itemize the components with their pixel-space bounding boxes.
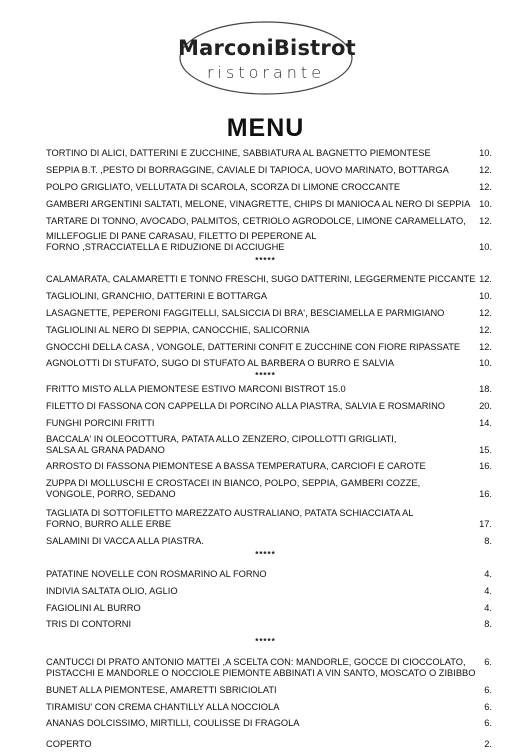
menu-item [46, 583, 492, 596]
menu-item-price: 12. [479, 181, 492, 192]
menu-item-name: SEPPIA B.T. ,PESTO DI BORRAGGINE, CAVIALE DI TAPIOCA, UOVO MARINATO, BOTTARGA [46, 164, 449, 175]
menu-item-name: TAGLIOLINI, GRANCHIO, DATTERINI E BOTTARGA [46, 290, 268, 301]
logo-name: MarconiBistrot [178, 36, 356, 60]
menu-item [46, 228, 492, 252]
section-separator: ***** [255, 256, 276, 265]
menu-item-price: 10. [479, 241, 492, 252]
restaurant-logo [178, 20, 354, 96]
menu-item [46, 736, 492, 749]
menu-item-name: LASAGNETTE, PEPERONI FAGGITELLI, SALSICCIA DI BRA', BESCIAMELLA E PARMIGIANO [46, 307, 445, 318]
section-separator: ***** [255, 550, 276, 559]
menu-item-price: 6. [484, 701, 492, 712]
menu-item [46, 682, 492, 695]
menu-item-name: TORTINO DI ALICI, DATTERINI E ZUCCHINE, SABBIATURA AL BAGNETTO PIEMONTESE [46, 147, 431, 158]
menu-item-price: 4. [484, 602, 492, 613]
menu-title: MENU [226, 114, 305, 142]
menu-item-price: 14. [479, 417, 492, 428]
menu-item-price: 4. [484, 585, 492, 596]
menu-item-name: GNOCCHI DELLA CASA , VONGOLE, DATTERINI CONFIT E ZUCCHINE CON FIORE RIPASSATE [46, 341, 461, 352]
menu-item-price: 6. [484, 684, 492, 695]
logo-subtitle: ristorante [206, 63, 326, 82]
menu-item-price: 12. [479, 341, 492, 352]
menu-item [46, 616, 492, 629]
menu-item [46, 271, 492, 284]
menu-item [46, 533, 492, 546]
menu-item [46, 715, 492, 728]
menu-item-price: 17. [479, 518, 492, 529]
menu-item [46, 381, 492, 394]
menu-item-name: TIRAMISU' CON CREMA CHANTILLY ALLA NOCCIOLA [46, 701, 280, 712]
menu-item [46, 431, 492, 455]
menu-item-name: BUNET ALLA PIEMONTESE, AMARETTI SBRICIOLATI [46, 684, 277, 695]
menu-item [46, 179, 492, 192]
menu-item-name: FUNGHI PORCINI FRITTI [46, 417, 155, 428]
menu-item-name: FAGIOLINI AL BURRO [46, 602, 141, 613]
menu-item-price: 15. [479, 444, 492, 455]
menu-item-price: 10. [479, 147, 492, 158]
menu-item-price: 12. [479, 307, 492, 318]
menu-item-price: 4. [484, 568, 492, 579]
menu-item-name: FRITTO MISTO ALLA PIEMONTESE ESTIVO MARCONI BISTROT 15.0 [46, 383, 346, 394]
menu-item-price: 16. [479, 460, 492, 471]
menu-item-name: INDIVIA SALTATA OLIO, AGLIO [46, 585, 178, 596]
menu-item [46, 196, 492, 209]
menu-item [46, 162, 492, 175]
menu-item-price: 16. [479, 488, 492, 499]
menu-item [46, 654, 492, 678]
menu-item-name: TAGLIATA DI SOTTOFILETTO MAREZZATO AUSTRALIANO, PATATA SCHIACCIATA AL FORNO, BURRO ALLE ERBE [46, 508, 414, 529]
menu-item-name: CALAMARATA, CALAMARETTI E TONNO FRESCHI, SUGO DATTERINI, LEGGERMENTE PICCANTE [46, 273, 476, 284]
menu-item-price: 12. [479, 164, 492, 175]
menu-item-price: 8. [484, 535, 492, 546]
menu-item [46, 398, 492, 411]
menu-item [46, 145, 492, 158]
section-separator: ***** [255, 637, 276, 646]
menu-item-price: 12. [479, 324, 492, 335]
menu-item-name: CANTUCCI DI PRATO ANTONIO MATTEI ,A SCELTA CON: MANDORLE, GOCCE DI CIOCCOLATO, PISTACCHI E MANDORLE O NOCCIOLE PIEMONTE ABBINATI A VIN SANTO, MOSCATO O ZIBIBBO [46, 657, 476, 678]
menu-item [46, 322, 492, 335]
menu-item-name: MILLEFOGLIE DI PANE CARASAU, FILETTO DI PEPERONE AL FORNO ,STRACCIATELLA E RIDUZIONE DI ACCIUGHE [46, 231, 317, 252]
menu-item-price: 6. [484, 717, 492, 728]
menu-item [46, 415, 492, 428]
menu-item-price: 2. [484, 738, 492, 749]
section-separator: ***** [255, 371, 276, 380]
menu-item-name: ANANAS DOLCISSIMO, MIRTILLI, COULISSE DI FRAGOLA [46, 717, 300, 728]
menu-item [46, 505, 492, 529]
menu-item [46, 355, 492, 368]
menu-item-name: GAMBERI ARGENTINI SALTATI, MELONE, VINAGRETTE, CHIPS DI MANIOCA AL NERO DI SEPPIA [46, 198, 471, 209]
menu-item-name: COPERTO [46, 738, 92, 749]
menu-item-price: 10. [479, 357, 492, 368]
menu-item [46, 699, 492, 712]
menu-item [46, 475, 492, 499]
menu-item-name: BACCALA' IN OLEOCOTTURA, PATATA ALLO ZENZERO, CIPOLLOTTI GRIGLIATI, SALSA AL GRANA PADANO [46, 434, 397, 455]
menu-item [46, 288, 492, 301]
menu-item-name: FILETTO DI FASSONA CON CAPPELLA DI PORCINO ALLA PIASTRA, SALVIA E ROSMARINO [46, 400, 446, 411]
menu-item-name: ZUPPA DI MOLLUSCHI E CROSTACEI IN BIANCO, POLPO, SEPPIA, GAMBERI COZZE, VONGOLE, PORRO, SEDANO [46, 478, 421, 499]
menu-item-name: TARTARE DI TONNO, AVOCADO, PALMITOS, CETRIOLO AGRODOLCE, LIMONE CARAMELLATO, [46, 215, 466, 226]
menu-item-price: 12. [479, 273, 492, 284]
menu-item-price: 10. [479, 198, 492, 209]
menu-item-price: 8. [484, 618, 492, 629]
menu-item-name: TAGLIOLINI AL NERO DI SEPPIA, CANOCCHIE, SALICORNIA [46, 324, 310, 335]
menu-item [46, 566, 492, 579]
menu-item-name: TRIS DI CONTORNI [46, 618, 132, 629]
menu-item-name: SALAMINI DI VACCA ALLA PIASTRA. [46, 535, 204, 546]
menu-item [46, 305, 492, 318]
menu-item-price: 6. [484, 656, 492, 667]
menu-item [46, 213, 492, 226]
menu-item-price: 20. [479, 400, 492, 411]
menu-item [46, 339, 492, 352]
menu-item-price: 18. [479, 383, 492, 394]
menu-item-name: AGNOLOTTI DI STUFATO, SUGO DI STUFATO AL BARBERA O BURRO E SALVIA [46, 357, 395, 368]
menu-item-price: 10. [479, 290, 492, 301]
menu-item-name: POLPO GRIGLIATO, VELLUTATA DI SCAROLA, SCORZA DI LIMONE CROCCANTE [46, 181, 401, 192]
menu-item-name: PATATINE NOVELLE CON ROSMARINO AL FORNO [46, 568, 267, 579]
menu-item [46, 458, 492, 471]
menu-item-price: 12. [479, 215, 492, 226]
menu-item-name: ARROSTO DI FASSONA PIEMONTESE A BASSA TEMPERATURA, CARCIOFI E CAROTE [46, 460, 426, 471]
menu-item [46, 600, 492, 613]
